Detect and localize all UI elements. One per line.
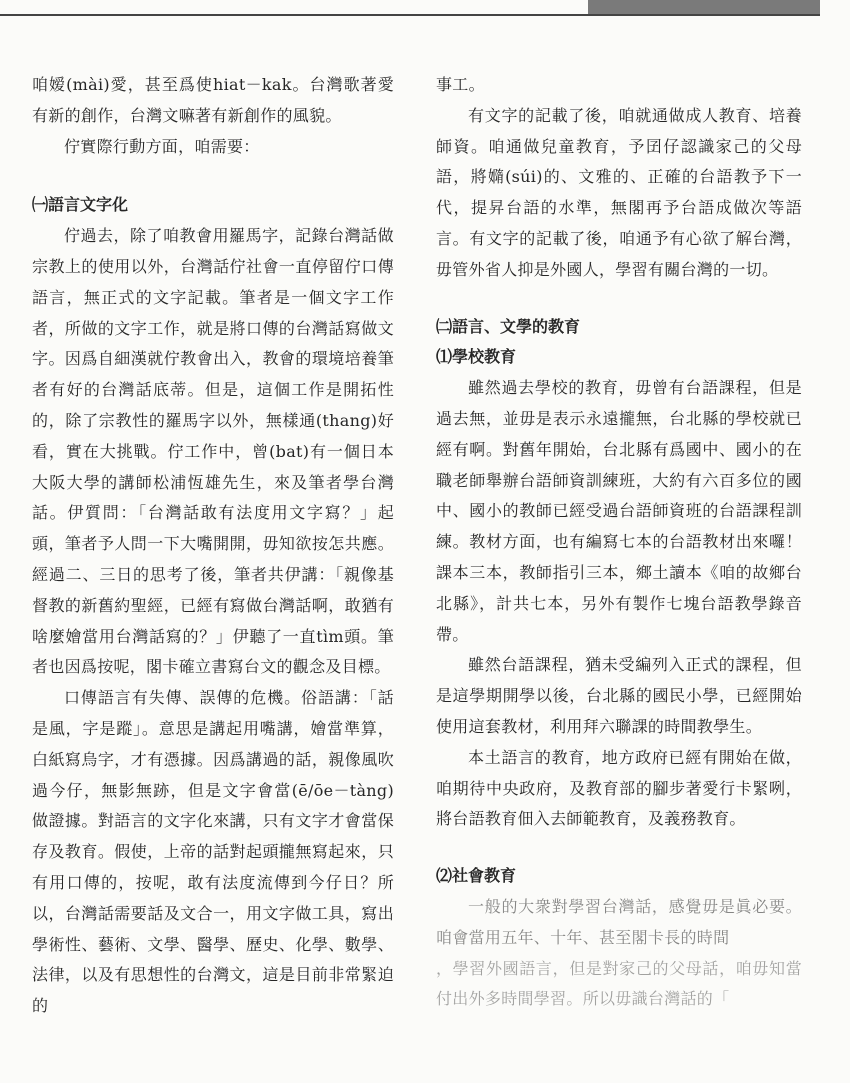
section-heading: ㈠語言文字化 — [32, 195, 129, 215]
section-heading: ㈡語言、文學的教育 — [436, 316, 581, 336]
header-bar — [588, 0, 820, 14]
right-column — [436, 70, 802, 1015]
header-rule — [0, 14, 820, 16]
paragraph: 佇實際行動方面，咱需要： — [64, 136, 260, 156]
paragraph: 有文字的記載了後，咱就通做成人教育、培養師資。咱通做兒童教育，予囝仔認識家己的父母語，將嫷(súi)的、文雅的、正確的台語教予下一代，提昇台語的水準，無閣再予台語成做次等語言。有文字的記載了後，咱通予有心欲了解台灣，毋管外省人抑是外國人，學習有關台灣的一切。 — [436, 105, 802, 279]
subsection-heading: ⑴學校教育 — [436, 347, 517, 367]
paragraph: 佇過去，除了咱教會用羅馬字，記錄台灣話做宗教上的使用以外，台灣話佇社會一直停留佇口傳語言，無正式的文字記載。筆者是一個文字工作者，所做的文字工作，就是將口傳的台灣話寫做文字。因爲自細漢就佇教會出入，教會的環境培養筆者有好的台灣話底蒂。但是，這個工作是開拓性的，除了宗教性的羅馬字以外，無樣通(thang)好看，實在大挑戰。佇工作中，曾(bat)有一個日本大阪大學的講師松浦恆雄先生，來及筆者學台灣話。伊質問：「台灣話敢有法度用文字寫？」起頭，筆者予人問一下大嘴開開，毋知欲按怎共應。經過二、三日的思考了後，筆者共伊講：「親像基督教的新舊約聖經，已經有寫做台灣話啊，敢猶有啥麼嬒當用台灣話寫的？」伊聽了一直tìm頭。筆者也因爲按呢，閣卡確立書寫台文的觀念及目標。 — [32, 226, 394, 677]
spacer — [436, 286, 802, 312]
paragraph: 事工。 — [436, 75, 485, 94]
paragraph: 雖然過去學校的教育，毋曾有台語課程，但是過去無，並毋是表示永遠攏無，台北縣的學校就已經有啊。對舊年開始，台北縣有爲國中、國小的在職老師舉辦台語師資訓練班，大約有六百多位的國中、國小的教師已經受過台語師資班的台語課程訓練。教材方面，也有編寫七本的台語教材出來囉！課本三本，教師指引三本，鄉土讀本《咱的故鄉台北縣》，計共七本，另外有製作七塊台語教學錄音帶。 — [436, 378, 802, 644]
left-column — [32, 70, 394, 1022]
spacer — [436, 835, 802, 861]
paragraph: ，學習外國語言，但是對家己的父母話，咱毋知當付出外多時間學習。所以毋識台灣話的「 — [436, 958, 802, 1009]
spacer — [32, 162, 394, 190]
paragraph: 口傳語言有失傳、誤傳的危機。俗語講：「話是風，字是蹤」。意思是講起用嘴講，嬒當準算，白紙寫烏字，才有憑據。因爲講過的話，親像風吹過今仔，無影無跡，但是文字會當(ē/ōe－tàng)做證據。對語言的文字化來講，只有文字才會當保存及教育。假使，上帝的話對起頭攏無寫起來，只有用口傳的，按呢，敢有法度流傳到今仔日？所以，台灣話需要話及文合一，用文字做工具，寫出學術性、藝術、文學、醫學、歷史、化學、數學、法律，以及有思想性的台灣文，這是目前非常緊迫的 — [32, 688, 394, 1016]
paragraph: 雖然台語課程，猶未受編列入正式的課程，但是這學期開學以後，台北縣的國民小學，已經開始使用這套教材，利用拜六聯課的時間教學生。 — [436, 655, 802, 736]
subsection-heading: ⑵社會教育 — [436, 866, 517, 886]
paragraph: 本土語言的教育，地方政府已經有開始在做，咱期待中央政府，及教育部的腳步著愛行卡緊咧，將台語教育佃入去師範教育，及義務教育。 — [436, 747, 802, 829]
paragraph: 咱嫒(mài)愛，甚至爲使hiat－kak。台灣歌著愛有新的創作，台灣文嘛著有新創作的風貌。 — [32, 75, 394, 125]
paragraph: 一般的大衆對學習台灣話，感覺毋是眞必要。咱會當用五年、十年、甚至閣卡長的時間 — [436, 896, 802, 947]
